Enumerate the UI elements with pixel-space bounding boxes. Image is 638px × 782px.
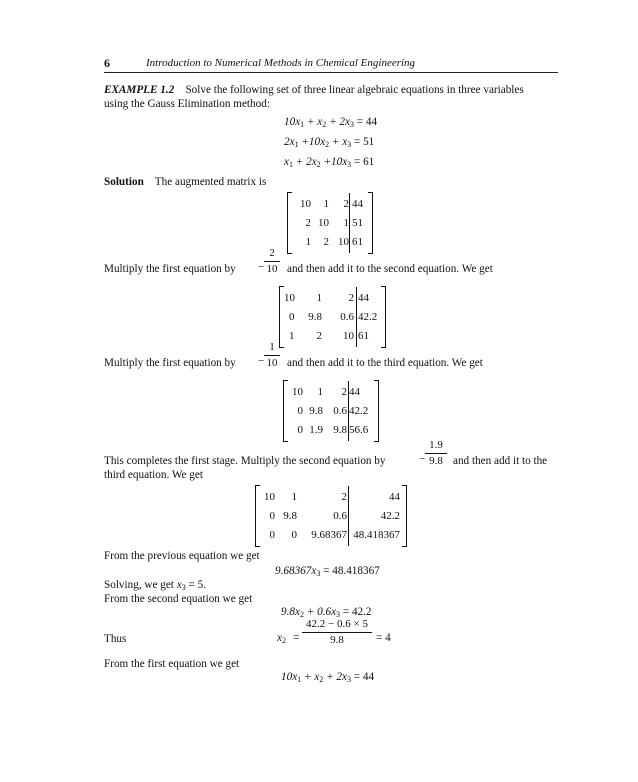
solution-text: The augmented matrix is: [154, 176, 267, 188]
augmented-matrix-3: 10 1 2 44 0 9.8 0.6 42.2 0 1.9 9.8 56.6: [283, 380, 379, 442]
step3-fraction: 1.9 9.8: [425, 439, 447, 468]
step1-text-before: Multiply the first equation by: [104, 263, 236, 275]
equation-1: $10x_1 + x_2 + 2x_3 = 44$: [284, 116, 378, 129]
step1-text-after: and then add it to the second equation. We get: [287, 263, 493, 275]
second-equation-text: From the second equation we get: [104, 593, 253, 605]
example-text-line1: Solve the following set of three linear algebraic equations in three variables: [185, 84, 524, 96]
thus-eq-sign: =: [293, 632, 300, 644]
second-equation: $9.8x_2 + 0.6x_3 = 42.2$: [281, 606, 372, 619]
equation-2: $2x_1 +10x_2 + x_3 = 51$: [284, 136, 375, 149]
step3-text-line2: third equation. We get: [104, 469, 203, 481]
step2-fraction: 1 10: [264, 341, 280, 370]
first-equation-text: From the first equation we get: [104, 658, 240, 670]
solution-label: Solution: [104, 176, 144, 188]
augmented-matrix-1: 10 1 2 44 2 10 1 51 1 2 10 61: [287, 192, 373, 254]
thus-lhs: $x_2$: [277, 632, 286, 645]
example-statement: [104, 83, 560, 97]
step1-fraction: 2 10: [264, 247, 280, 276]
step3-text-after: and then add it to the: [453, 455, 548, 467]
first-equation: $10x_1 + x_2 + 2x_3 = 44$: [281, 671, 375, 684]
previous-equation: $9.68367x_3 = 48.418367$: [275, 565, 380, 578]
solution-line: [104, 175, 266, 189]
step1-sign: −: [258, 261, 265, 273]
augmented-matrix-2: 10 1 2 44 0 9.8 0.6 42.2 1 2 10 61: [279, 286, 386, 348]
thus-fraction: 42.2 − 0.6 × 5 9.8: [302, 618, 372, 647]
augmented-matrix-4: 10 1 2 44 0 9.8 0.6 42.2 0 0 9.68367 48.418367: [255, 485, 407, 547]
equation-3: $x_1 + 2x_2 +10x_3 = 61$: [284, 156, 375, 169]
running-header-title: Introduction to Numerical Methods in Chemical Engineering: [146, 57, 416, 69]
step3-text-before: This completes the first stage. Multiply the second equation by: [104, 455, 386, 467]
solving-line: Solving, we get $x_3 = 5$.: [104, 579, 206, 592]
example-label: EXAMPLE 1.2: [104, 84, 175, 96]
step3-sign: −: [419, 453, 426, 465]
thus-result: = 4: [376, 632, 391, 644]
page-number: 6: [104, 56, 110, 70]
header-rule: [104, 72, 558, 73]
step2-sign: −: [258, 355, 265, 367]
step2-text-after: and then add it to the third equation. We get: [287, 357, 483, 369]
step2-text-before: Multiply the first equation by: [104, 357, 236, 369]
example-text-line2: using the Gauss Elimination method:: [104, 98, 270, 110]
thus-label: Thus: [104, 633, 127, 645]
previous-equation-text: From the previous equation we get: [104, 550, 260, 562]
